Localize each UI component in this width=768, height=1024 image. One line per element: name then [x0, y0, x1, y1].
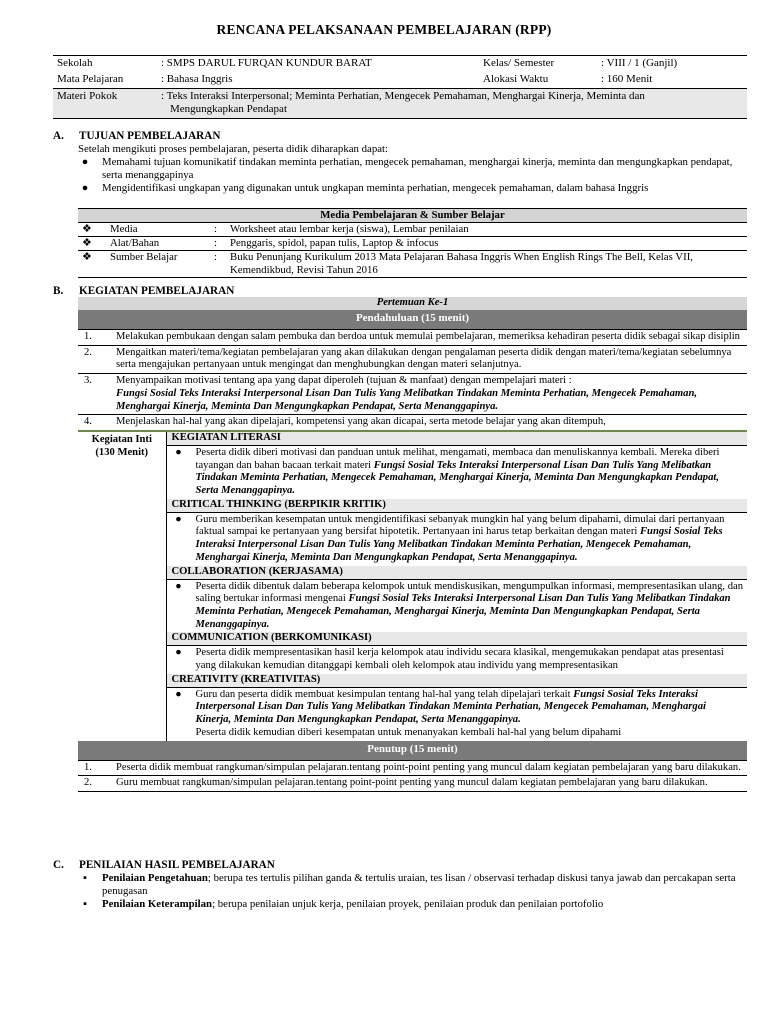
section-c-letter: C.	[53, 859, 64, 871]
section-c-title: PENILAIAN HASIL PEMBELAJARAN	[79, 859, 275, 871]
list-item	[78, 760, 747, 776]
item-number: 3.	[78, 374, 113, 415]
media-row-label: Media	[106, 222, 210, 236]
kegiatan-inti-label	[78, 431, 166, 741]
pendahuluan-list	[78, 329, 747, 430]
list-item	[166, 579, 747, 632]
list-item	[166, 646, 747, 674]
item-text	[113, 374, 747, 415]
media-table	[78, 208, 747, 278]
pendahuluan-band: Pendahuluan (15 menit)	[78, 310, 747, 329]
inti-label-text: Kegiatan Inti	[91, 433, 152, 445]
materi-value-line1: : Teks Interaksi Interpersonal; Meminta Perhatian, Mengecek Pemahaman, Menghargai Kinerja, Meminta dan	[161, 89, 645, 102]
table-row	[78, 236, 747, 250]
diamond-bullet-icon: ❖	[78, 222, 106, 236]
section-c-heading	[53, 859, 275, 873]
diamond-bullet-icon: ❖	[78, 236, 106, 250]
materi-label: Materi Pokok	[53, 88, 157, 119]
item-text	[113, 415, 747, 430]
bullet-icon: ●	[175, 446, 182, 458]
inti-group-title: CRITICAL THINKING (BERPIKIR KRITIK)	[166, 499, 747, 513]
item-text-plain: Mengaitkan materi/tema/kegiatan pembelajaran yang akan dilakukan dengan pengalaman peserta didik dengan materi/tema/kegiatan sebelumnya serta mengajukan pertanyaan untuk mengingat dan menghubungkan dengan materi selanjutnya.	[116, 346, 732, 371]
item-number: 1.	[78, 330, 113, 346]
list-item	[78, 156, 748, 182]
media-row-value: Buku Penunjang Kurikulum 2013 Mata Pelajaran Bahasa Inggris When English Rings The Bell, Kelas VII, Kemendikbud, Revisi Tahun 2016	[226, 250, 747, 277]
pertemuan-label: Pertemuan Ke-1	[78, 297, 747, 310]
kegiatan-table	[78, 297, 747, 792]
item-number: 2.	[78, 776, 113, 791]
penutup-band: Penutup (15 menit)	[78, 741, 747, 760]
inti-text-emphasis: Fungsi Sosial Teks Interaksi Interpersonal Lisan Dan Tulis Yang Melibatkan Tindakan Meminta Perhatian, Mengecek Pemahaman, Menghargai Kinerja, Meminta Dan Mengungkapkan Pendapat, Serta Menanggapinya.	[195, 459, 719, 497]
inti-text: Peserta didik mempresentasikan hasil kerja kelompok atau individu secara klasikal, mengemukakan pendapat atas presentasi yang dilakukan kemudian ditanggapi kembali oleh kelompok atau individu yang mempresentasikan	[195, 647, 724, 672]
header-info-table	[53, 55, 747, 119]
inti-group-title: KEGIATAN LITERASI	[166, 431, 747, 446]
bullet-icon: ●	[81, 156, 89, 168]
bullet-icon: ●	[175, 647, 182, 659]
item-number: 2.	[78, 345, 113, 373]
table-row	[78, 222, 747, 236]
sekolah-value: : SMPS DARUL FURQAN KUNDUR BARAT	[157, 56, 479, 72]
section-a-bullet-list	[78, 156, 748, 196]
bullet-icon: ●	[175, 688, 182, 700]
list-item	[78, 182, 748, 195]
inti-text-emphasis: Fungsi Sosial Teks Interaksi Interpersonal Lisan Dan Tulis Yang Melibatkan Tindakan Meminta Perhatian, Mengecek Pemahaman, Menghargai Kinerja, Meminta Dan Mengungkapkan Pendapat, Serta Menanggapinya.	[195, 526, 723, 563]
item-text: Peserta didik membuat rangkuman/simpulan pelajaran.tentang point-point penting yang muncul dalam kegiatan pembelajaran yang baru dilakukan.	[113, 760, 747, 776]
table-row	[78, 250, 747, 277]
item-text: Guru membuat rangkuman/simpulan pelajaran.tentang point-point penting yang muncul dalam kegiatan pembelajaran yang baru dilakukan.	[113, 776, 747, 791]
media-row-value: Worksheet atau lembar kerja (siswa), Lembar penilaian	[226, 222, 747, 236]
list-item	[78, 898, 748, 911]
alokasi-value: : 160 Menit	[601, 72, 653, 85]
media-row-sep: :	[210, 250, 226, 277]
kelas-label: Kelas/ Semester	[479, 56, 597, 72]
item-text-plain: Menjelaskan hal-hal yang akan dipelajari, kompetensi yang akan dicapai, serta metode belajar yang akan ditempuh,	[116, 416, 606, 428]
item-number: 4.	[78, 415, 113, 430]
penilaian-label: Penilaian Pengetahuan	[102, 872, 208, 884]
inti-text: Peserta didik dibentuk dalam beberapa kelompok untuk mendiskusikan, mengumpulkan informasi, mempresentasikan ulang, dan saling bertukar informasi mengenai	[195, 580, 744, 605]
penutup-list	[78, 760, 747, 791]
item-text	[113, 330, 747, 346]
inti-text: Guru dan peserta didik membuat kesimpulan tentang hal-hal yang telah dipelajari terkait	[195, 688, 571, 700]
inti-text: Peserta didik diberi motivasi dan panduan untuk melihat, mengamati, membaca dan menuliskannya kembali. Mereka diberi tayangan dan bahan bacaan terkait materi	[195, 446, 720, 471]
square-bullet-icon: ▪	[83, 898, 87, 911]
inti-text-post: Peserta didik kemudian diberi kesempatan untuk menanyakan kembali hal-hal yang belum dipahami	[195, 726, 622, 738]
inti-group-title: COLLABORATION (KERJASAMA)	[166, 566, 747, 580]
item-text-plain: Menyampaikan motivasi tentang apa yang dapat diperoleh (tujuan & manfaat) dengan mempelajari materi :	[116, 375, 572, 387]
section-a-title: TUJUAN PEMBELAJARAN	[79, 130, 221, 142]
alokasi-label: Alokasi Waktu	[483, 72, 549, 85]
inti-text-emphasis: Fungsi Sosial Teks Interaksi Interpersonal Lisan Dan Tulis Yang Melibatkan Tindakan Meminta Perhatian, Mengecek Pemahaman, Menghargai Kinerja, Meminta Dan Mengungkapkan Pendapat, Serta Menanggapinya.	[195, 688, 706, 726]
media-row-label: Sumber Belajar	[106, 250, 210, 277]
section-a-heading	[53, 130, 220, 144]
inti-text-emphasis: Fungsi Sosial Teks Interaksi Interpersonal Lisan Dan Tulis Yang Melibatkan Tindakan Meminta Perhatian, Mengecek Pemahaman, Menghargai Kinerja, Meminta Dan Mengungkapkan Pendapat, Serta Menanggapinya.	[195, 593, 731, 630]
section-c-list	[78, 872, 748, 912]
item-number: 1.	[78, 760, 113, 776]
mapel-label: Mata Pelajaran	[57, 72, 124, 85]
list-item	[78, 330, 747, 346]
list-item	[78, 776, 747, 791]
section-b-title: KEGIATAN PEMBELAJARAN	[79, 285, 235, 297]
list-item	[78, 345, 747, 373]
bullet-text: Mengidentifikasi ungkapan yang digunakan untuk ungkapan meminta perhatian, mengecek pemahaman, dalam bahasa Inggris	[102, 182, 649, 195]
bullet-text: Memahami tujuan komunikatif tindakan meminta perhatian, mengecek pemahaman, menghargai kinerja, meminta dan mengungkapkan pendapat, serta menanggapinya	[102, 156, 733, 182]
section-a-letter: A.	[53, 130, 64, 142]
media-row-sep: :	[210, 222, 226, 236]
penilaian-text: ; berupa tes tertulis pilihan ganda & tertulis uraian, tes lisan / observasi terhadap diskusi tanya jawab dan percakapan serta penugasan	[102, 872, 736, 898]
bullet-icon: ●	[175, 580, 182, 592]
media-row-value: Penggaris, spidol, papan tulis, Laptop & infocus	[226, 236, 747, 250]
penilaian-label: Penilaian Keterampilan	[102, 898, 213, 911]
inti-time-text: (130 Menit)	[95, 446, 149, 458]
square-bullet-icon: ▪	[83, 872, 87, 884]
document-title: RENCANA PELAKSANAAN PEMBELAJARAN (RPP)	[216, 22, 552, 37]
item-text	[113, 345, 747, 373]
bullet-icon: ●	[81, 182, 89, 195]
list-item	[78, 374, 747, 415]
list-item	[78, 872, 748, 898]
section-b-letter: B.	[53, 285, 64, 297]
materi-value-line2: Mengungkapkan Pendapat	[170, 103, 287, 116]
list-item	[166, 687, 747, 740]
inti-group-title: COMMUNICATION (BERKOMUNIKASI)	[166, 632, 747, 646]
diamond-bullet-icon: ❖	[78, 250, 106, 277]
mapel-value: : Bahasa Inggris	[161, 72, 233, 85]
item-text-plain: Melakukan pembukaan dengan salam pembuka dan berdoa untuk memulai pembelajaran, memeriksa kehadiran peserta didik sebagai sikap disiplin	[116, 331, 740, 342]
list-item	[166, 445, 747, 498]
section-a-intro: Setelah mengikuti proses pembelajaran, peserta didik diharapkan dapat:	[78, 143, 389, 155]
list-item	[78, 415, 747, 430]
bullet-icon: ●	[175, 513, 182, 525]
media-row-sep: :	[210, 236, 226, 250]
kelas-value: : VIII / 1 (Ganjil)	[597, 56, 747, 72]
materi-value	[157, 88, 747, 119]
list-item	[166, 512, 747, 565]
media-heading: Media Pembelajaran & Sumber Belajar	[78, 209, 747, 223]
item-text-emphasis: Fungsi Sosial Teks Interaksi Interpersonal Lisan Dan Tulis Yang Melibatkan Tindakan Meminta Perhatian, Mengecek Pemahaman, Menghargai Kinerja, Meminta Dan Mengungkapkan Pendapat, Serta Menanggapinya.	[116, 387, 697, 412]
inti-group-title: CREATIVITY (KREATIVITAS)	[166, 674, 747, 688]
penilaian-text: ; berupa penilaian unjuk kerja, penilaian proyek, penilaian produk dan penilaian portofolio	[212, 898, 604, 911]
media-row-label: Alat/Bahan	[106, 236, 210, 250]
inti-text: Guru memberikan kesempatan untuk mengidentifikasi sebanyak mungkin hal yang belum dipahami, dimulai dari pertanyaan faktual sampai ke pertanyaan yang bersifat hipotetik. Pertanyaan ini harus tetap berkaitan dengan materi	[195, 513, 725, 538]
sekolah-label: Sekolah	[53, 56, 157, 72]
